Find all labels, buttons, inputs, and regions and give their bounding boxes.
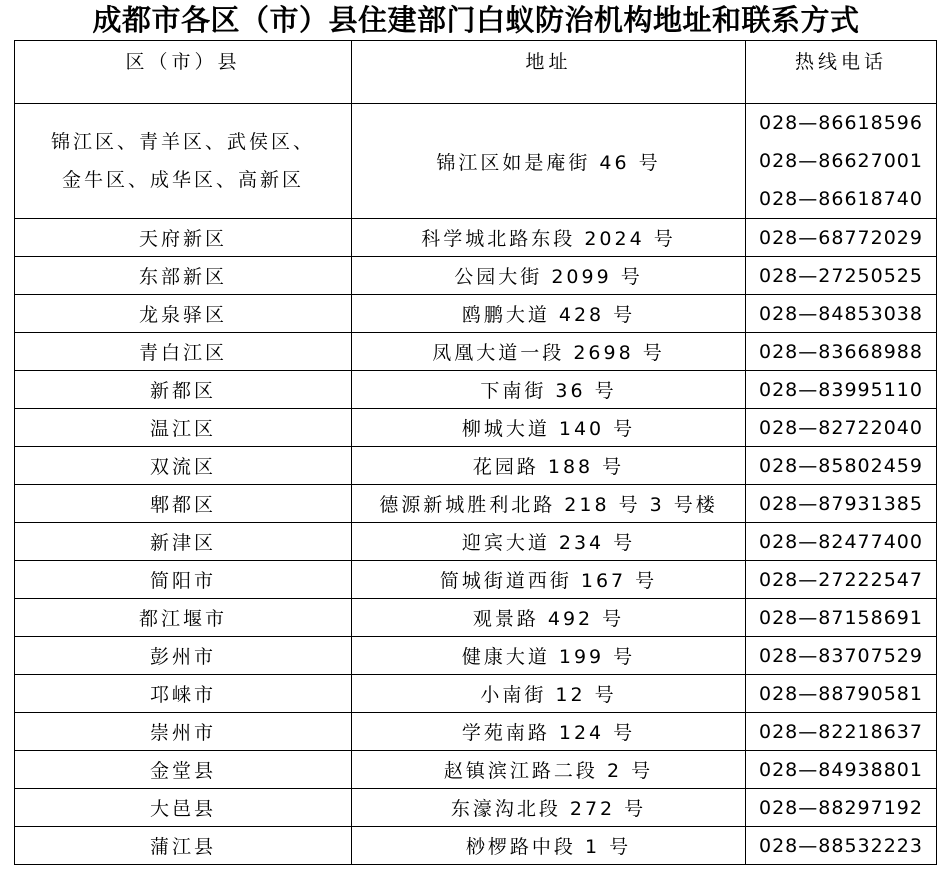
table-row — [15, 447, 937, 485]
district-cell: 蒲江县 — [15, 827, 352, 865]
phone-cell: 028—68772029 — [746, 219, 937, 257]
district-line: 锦江区、青羊区、武侯区、 — [50, 131, 315, 153]
table-row — [15, 675, 937, 713]
address-cell: 科学城北路东段 2024 号 — [352, 219, 746, 257]
table-row — [15, 713, 937, 751]
table-row — [15, 257, 937, 295]
phone-cell: 028—88297192 — [746, 789, 937, 827]
phone-cell: 028—83995110 — [746, 371, 937, 409]
address-cell: 健康大道 199 号 — [352, 637, 746, 675]
contacts-table — [14, 40, 937, 865]
district-cell: 崇州市 — [15, 713, 352, 751]
table-row — [15, 409, 937, 447]
district-cell — [15, 104, 352, 219]
table-header-row — [15, 41, 937, 104]
table-row — [15, 371, 937, 409]
address-cell: 凤凰大道一段 2698 号 — [352, 333, 746, 371]
address-cell: 柳城大道 140 号 — [352, 409, 746, 447]
phone-cell: 028—87931385 — [746, 485, 937, 523]
district-cell: 东部新区 — [15, 257, 352, 295]
district-cell: 金堂县 — [15, 751, 352, 789]
address-cell: 下南街 36 号 — [352, 371, 746, 409]
district-cell: 都江堰市 — [15, 599, 352, 637]
address-cell: 桫椤路中段 1 号 — [352, 827, 746, 865]
address-cell: 德源新城胜利北路 218 号 3 号楼 — [352, 485, 746, 523]
address-cell: 锦江区如是庵街 46 号 — [352, 104, 746, 219]
district-cell: 温江区 — [15, 409, 352, 447]
table-row — [15, 637, 937, 675]
phone-cell: 028—87158691 — [746, 599, 937, 637]
phone-cell: 028—27222547 — [746, 561, 937, 599]
table-row — [15, 827, 937, 865]
table-row — [15, 219, 937, 257]
phone-cell: 028—88532223 — [746, 827, 937, 865]
address-cell: 赵镇滨江路二段 2 号 — [352, 751, 746, 789]
phone-cell: 028—82722040 — [746, 409, 937, 447]
address-cell: 迎宾大道 234 号 — [352, 523, 746, 561]
table-row — [15, 333, 937, 371]
table-row — [15, 599, 937, 637]
table-row — [15, 523, 937, 561]
address-cell: 简城街道西街 167 号 — [352, 561, 746, 599]
header-district: 区（市）县 — [15, 41, 352, 104]
header-phone: 热线电话 — [746, 41, 937, 104]
table-row — [15, 561, 937, 599]
phone-cell: 028—88790581 — [746, 675, 937, 713]
phone-cell: 028—27250525 — [746, 257, 937, 295]
address-cell: 观景路 492 号 — [352, 599, 746, 637]
district-cell: 简阳市 — [15, 561, 352, 599]
phone-cell: 028—83668988 — [746, 333, 937, 371]
address-cell: 花园路 188 号 — [352, 447, 746, 485]
district-line: 金牛区、成华区、高新区 — [61, 169, 304, 191]
header-address: 地址 — [352, 41, 746, 104]
district-cell: 新津区 — [15, 523, 352, 561]
document-title: 成都市各区（市）县住建部门白蚁防治机构地址和联系方式 — [92, 3, 860, 37]
district-cell: 双流区 — [15, 447, 352, 485]
district-cell: 彭州市 — [15, 637, 352, 675]
phone-cell: 028—83707529 — [746, 637, 937, 675]
table-row — [15, 485, 937, 523]
table-row — [15, 751, 937, 789]
phone-cell: 028—82218637 — [746, 713, 937, 751]
address-cell: 东濠沟北段 272 号 — [352, 789, 746, 827]
district-cell: 青白江区 — [15, 333, 352, 371]
phone-line: 028—86618596 — [759, 112, 923, 134]
phone-cell: 028—84938801 — [746, 751, 937, 789]
phone-cell: 028—82477400 — [746, 523, 937, 561]
district-cell: 邛崃市 — [15, 675, 352, 713]
table-row-first — [15, 104, 937, 219]
phone-cell: 028—84853038 — [746, 295, 937, 333]
table-row — [15, 295, 937, 333]
district-cell: 天府新区 — [15, 219, 352, 257]
district-cell: 龙泉驿区 — [15, 295, 352, 333]
phone-line: 028—86627001 — [759, 150, 923, 172]
district-cell: 大邑县 — [15, 789, 352, 827]
address-cell: 公园大街 2099 号 — [352, 257, 746, 295]
district-cell: 新都区 — [15, 371, 352, 409]
address-cell: 小南街 12 号 — [352, 675, 746, 713]
phone-line: 028—86618740 — [759, 188, 923, 210]
address-cell: 学苑南路 124 号 — [352, 713, 746, 751]
phone-cell: 028—85802459 — [746, 447, 937, 485]
address-cell: 鸥鹏大道 428 号 — [352, 295, 746, 333]
table-row — [15, 789, 937, 827]
phone-cell — [746, 104, 937, 219]
district-cell: 郫都区 — [15, 485, 352, 523]
